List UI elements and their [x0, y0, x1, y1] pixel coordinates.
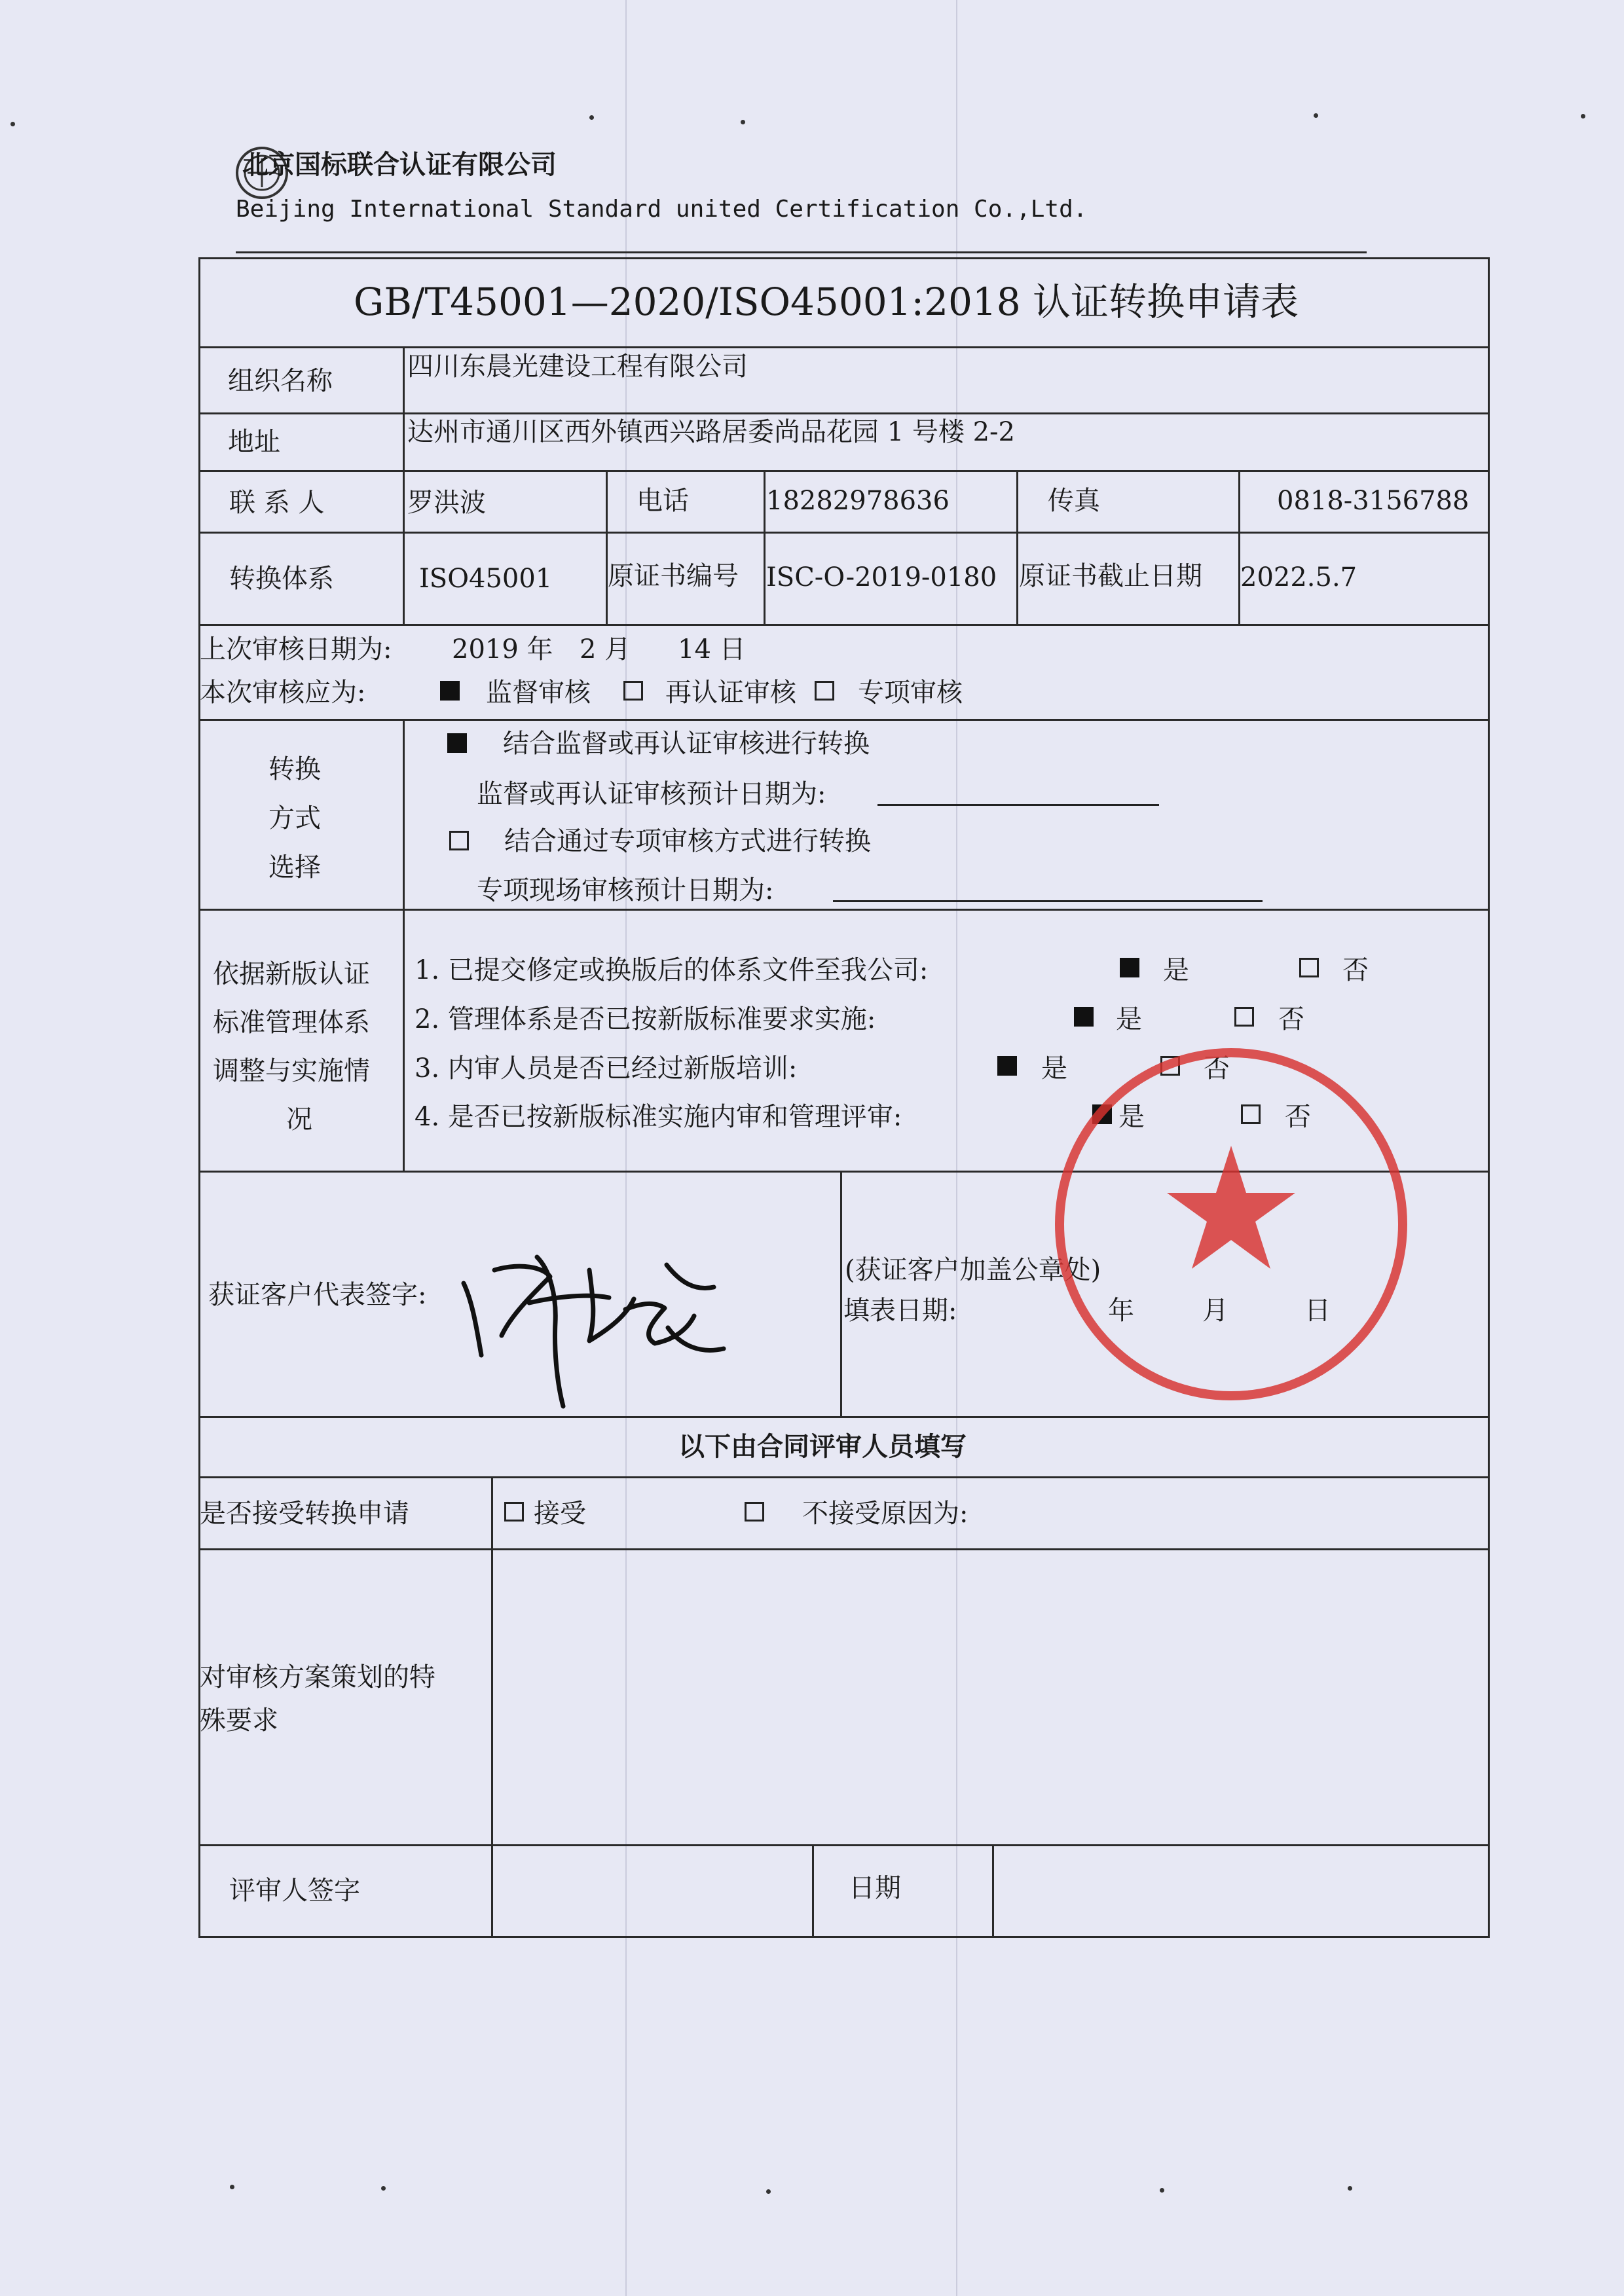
section-title: 以下由合同评审人员填写	[678, 1432, 967, 1462]
fax-value: 0818-3156788	[1277, 486, 1469, 516]
basis-label-line2: 标准管理体系	[213, 1008, 370, 1038]
method-option1-label: 结合监督或再认证审核进行转换	[503, 729, 870, 759]
system-label: 转换体系	[229, 564, 334, 594]
basis-item-3-yes-checkbox[interactable]	[997, 1056, 1017, 1076]
audit-type-special-label: 专项审核	[858, 678, 963, 708]
method-option1-checkbox[interactable]	[447, 733, 467, 753]
this-audit-label: 本次审核应为:	[200, 678, 366, 708]
reviewer-sign-field[interactable]	[495, 1848, 809, 1934]
method-option1-date-label: 监督或再认证审核预计日期为:	[477, 779, 826, 809]
method-option2-date-field[interactable]	[833, 900, 1263, 902]
review-date-label: 日期	[849, 1873, 901, 1903]
reject-option-label: 不接受原因为:	[802, 1499, 969, 1529]
method-label-line3: 选择	[268, 852, 321, 883]
company-name-en: Beijing International Standard united Certification Co.,Ltd.	[236, 196, 1088, 223]
scan-speck	[1581, 114, 1585, 118]
accept-option-label: 接受	[534, 1499, 586, 1529]
last-audit-day: 14 日	[678, 634, 746, 665]
fax-label: 传真	[1048, 486, 1100, 516]
scan-speck	[1314, 113, 1318, 118]
method-option2-date-label: 专项现场审核预计日期为:	[477, 875, 774, 905]
basis-label-line1: 依据新版认证	[213, 959, 370, 989]
fill-date-label: 填表日期:	[843, 1296, 957, 1326]
audit-type-recertification-label: 再认证审核	[665, 678, 796, 708]
address-value: 达州市通川区西外镇西兴路居委尚品花园 1 号楼 2-2	[407, 417, 1016, 447]
method-label-line1: 转换	[268, 754, 321, 784]
cert-no-value: ISC-O-2019-0180	[766, 562, 997, 592]
rep-sign-label: 获证客户代表签字:	[208, 1280, 427, 1310]
paper-fold	[956, 0, 957, 2296]
fill-date-month: 月	[1202, 1296, 1228, 1326]
handwritten-signature	[458, 1231, 733, 1414]
basis-item-4-yes-label: 是	[1118, 1102, 1145, 1132]
company-name-cn: 北京国标联合认证有限公司	[242, 150, 557, 180]
special-req-label-line2: 殊要求	[200, 1705, 278, 1736]
basis-item-1-no-label: 否	[1342, 955, 1369, 985]
org-name-value: 四川东晨光建设工程有限公司	[407, 352, 748, 382]
last-audit-year: 2019 年	[452, 634, 553, 665]
scan-speck	[741, 120, 745, 124]
org-name-label: 组织名称	[228, 366, 333, 396]
company-seal	[1048, 1041, 1414, 1408]
basis-item-2-no-label: 否	[1278, 1004, 1304, 1034]
audit-type-special-checkbox[interactable]	[815, 681, 834, 701]
basis-item-1-yes-label: 是	[1163, 955, 1189, 985]
last-audit-label: 上次审核日期为:	[200, 634, 392, 665]
phone-value: 18282978636	[766, 486, 950, 516]
method-option2-label: 结合通过专项审核方式进行转换	[504, 826, 871, 856]
basis-item-2-yes-checkbox[interactable]	[1074, 1007, 1094, 1027]
system-value: ISO45001	[419, 564, 553, 594]
scan-speck	[1160, 2188, 1164, 2193]
special-req-label-line1: 对审核方案策划的特	[200, 1662, 435, 1692]
accept-checkbox[interactable]	[504, 1502, 524, 1522]
scan-speck	[1348, 2186, 1352, 2191]
basis-item-2-no-checkbox[interactable]	[1234, 1007, 1254, 1027]
special-req-input[interactable]	[495, 1552, 1485, 1842]
basis-item-4-text: 4. 是否已按新版标准实施内审和管理评审:	[415, 1102, 902, 1132]
basis-label-line3: 调整与实施情	[213, 1056, 370, 1086]
method-option2-checkbox[interactable]	[449, 831, 469, 850]
basis-item-1-text: 1. 已提交修定或换版后的体系文件至我公司:	[415, 955, 929, 985]
scan-speck	[766, 2189, 771, 2194]
letterhead-rule	[236, 251, 1367, 253]
basis-item-3-text: 3. 内审人员是否已经过新版培训:	[415, 1053, 798, 1084]
basis-item-3-yes-label: 是	[1041, 1053, 1067, 1084]
fill-date-day: 日	[1304, 1296, 1331, 1326]
audit-type-surveillance-checkbox[interactable]	[440, 681, 460, 701]
reviewer-sign-label: 评审人签字	[229, 1876, 360, 1906]
basis-item-1-no-checkbox[interactable]	[1299, 958, 1319, 977]
form-title: GB/T45001—2020/ISO45001:2018 认证转换申请表	[354, 280, 1299, 324]
expiry-value: 2022.5.7	[1240, 562, 1357, 592]
accept-label: 是否接受转换申请	[200, 1499, 409, 1529]
scan-speck	[589, 115, 594, 120]
method-option1-date-field[interactable]	[877, 804, 1159, 806]
paper-fold	[625, 0, 627, 2296]
basis-item-1-yes-checkbox[interactable]	[1120, 958, 1139, 977]
fill-date-year: 年	[1108, 1296, 1134, 1326]
basis-item-2-text: 2. 管理体系是否已按新版标准要求实施:	[415, 1004, 876, 1034]
method-label-line2: 方式	[268, 803, 321, 833]
scan-speck	[381, 2186, 386, 2191]
basis-item-3-no-label: 否	[1204, 1053, 1230, 1084]
basis-label-line4: 况	[286, 1104, 312, 1135]
phone-label: 电话	[637, 486, 689, 516]
basis-item-2-yes-label: 是	[1116, 1004, 1142, 1034]
address-label: 地址	[228, 427, 280, 457]
contact-label: 联 系 人	[229, 488, 325, 518]
stamp-note: (获证客户加盖公章处)	[845, 1255, 1101, 1285]
last-audit-month: 2 月	[580, 634, 631, 665]
scan-speck	[230, 2185, 234, 2189]
contact-value: 罗洪波	[407, 488, 486, 518]
scan-speck	[10, 122, 15, 126]
review-date-field[interactable]	[995, 1848, 1485, 1934]
cert-no-label: 原证书编号	[608, 561, 739, 591]
basis-item-4-no-label: 否	[1285, 1102, 1311, 1132]
audit-type-recertification-checkbox[interactable]	[623, 681, 643, 701]
audit-type-surveillance-label: 监督审核	[486, 678, 591, 708]
reject-checkbox[interactable]	[745, 1502, 764, 1522]
expiry-label: 原证书截止日期	[1019, 561, 1202, 591]
